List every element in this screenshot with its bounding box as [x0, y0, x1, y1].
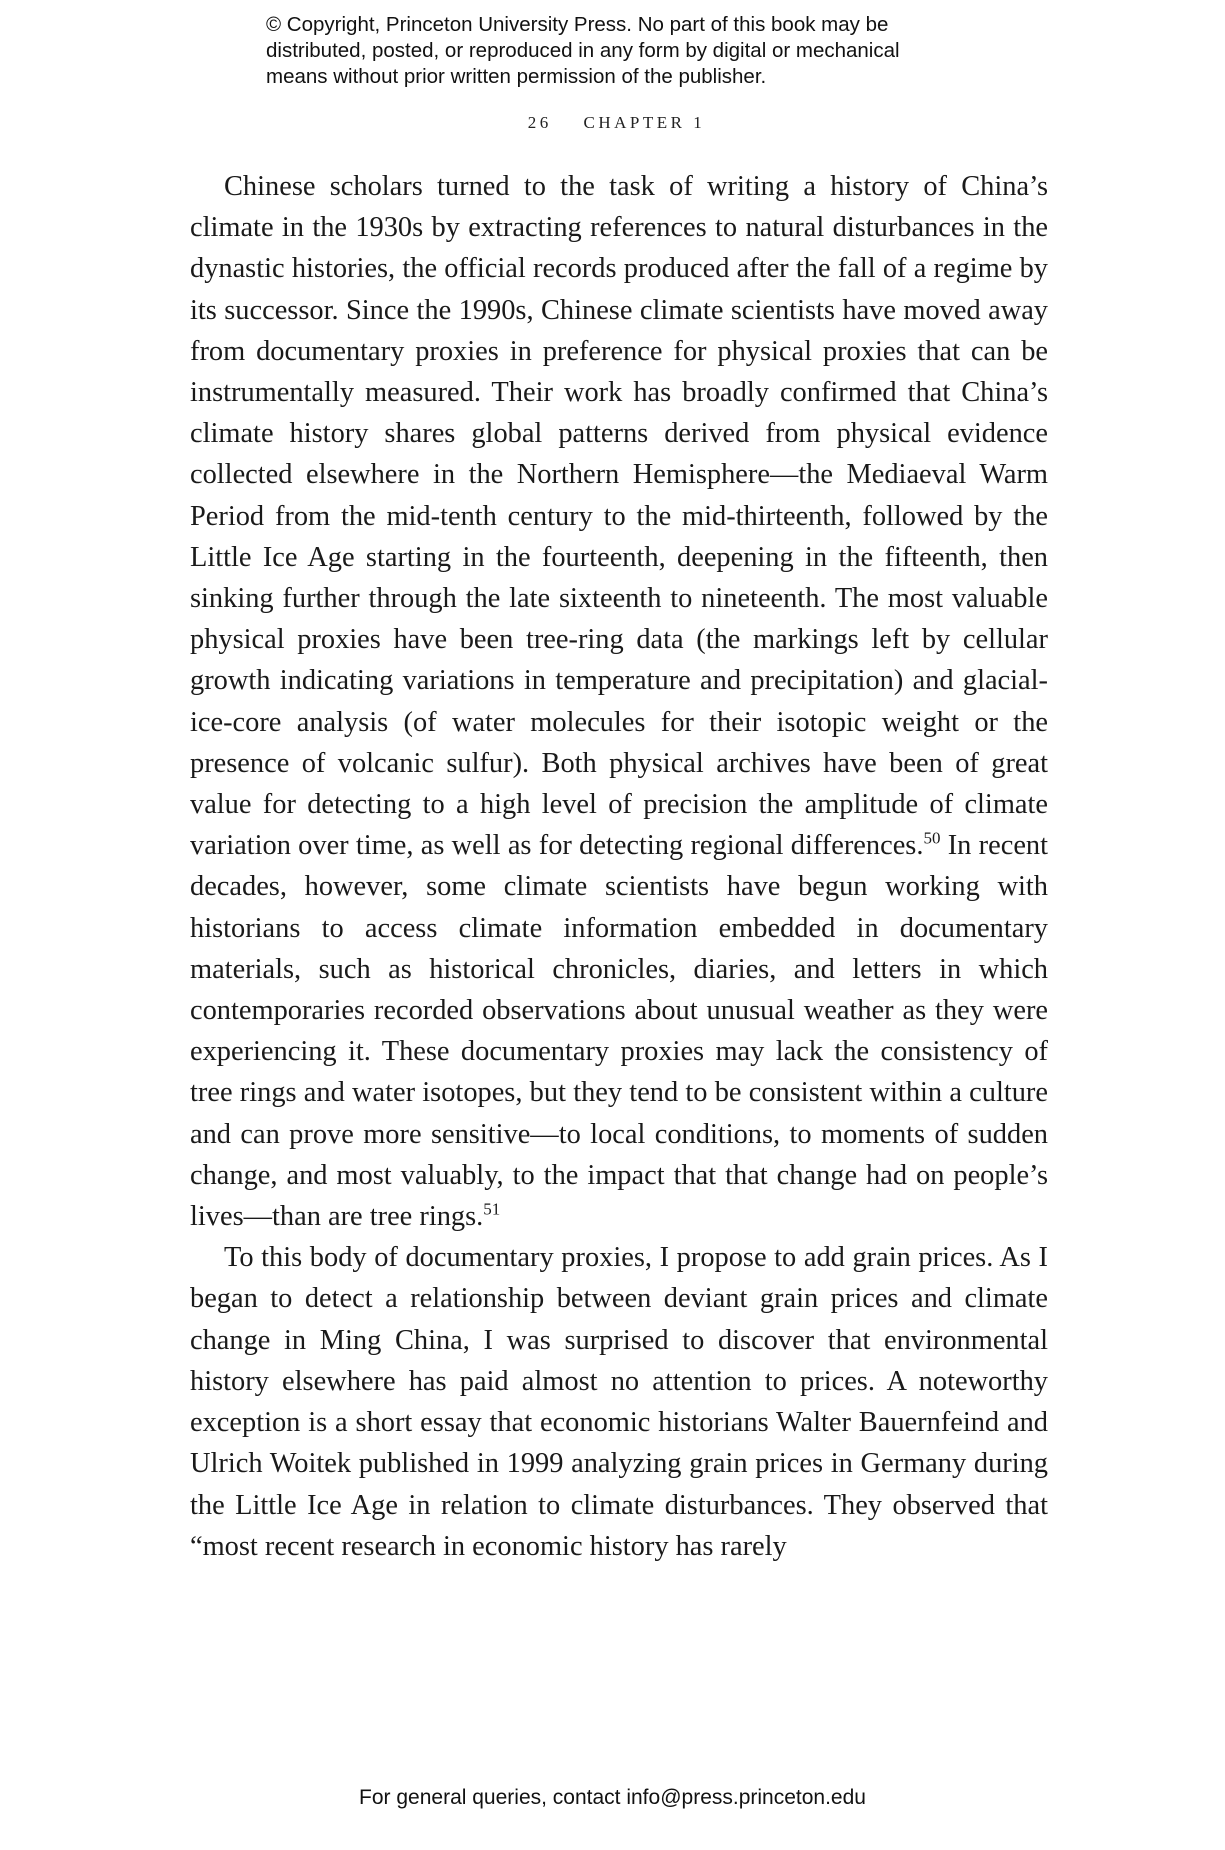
- copyright-notice: [266, 12, 986, 90]
- footnote-ref-50: 50: [923, 828, 941, 848]
- paragraph-1: [190, 166, 1048, 1237]
- copyright-line-3: means without prior written permission of the publisher.: [266, 65, 767, 88]
- paragraph-1-text-b: In recent decades, however, some climate scientists have begun working with historians to access climate information embedded in documentary materials, such as historical chronicles, diaries, and letters in which contemporaries recorded observations about unusual weather as they were experiencing it. These documentary proxies may lack the consistency of tree rings and water isotopes, but they tend to be consistent within a culture and can prove more sensitive—to local conditions, to moments of sudden change, and most valuably, to the impact that that change had on people’s lives—than are tree rings.: [190, 830, 1048, 1233]
- footnote-ref-51: 51: [483, 1199, 501, 1219]
- paragraph-1-text-a: Chinese scholars turned to the task of writing a history of China’s climate in the 1930s by extracting references to natural disturbances in the dynastic histories, the official records produced after the fall of a regime by its successor. Since the 1990s, Chinese climate scientists have moved away from documentary proxies in preference for physical proxies that can be instrumentally measured. Their work has broadly confirmed that China’s climate history shares global patterns derived from physical evidence collected elsewhere in the Northern Hemisphere—the Mediaeval Warm Period from the mid-tenth century to the mid-thirteenth, followed by the Little Ice Age starting in the fourteenth, deepening in the fifteenth, then sinking further through the late sixteenth to nineteenth. The most valuable physical proxies have been tree-ring data (the markings left by cellular growth indicating variations in temperature and precipitation) and glacial-ice-core analysis (of water molecules for their isotopic weight or the presence of volcanic sulfur). Both physical archives have been of great value for detecting to a high level of precision the amplitude of climate variation over time, as well as for detecting regional differences.: [190, 171, 1048, 862]
- page-number: 26: [527, 113, 552, 132]
- copyright-line-1: © Copyright, Princeton University Press. No part of this book may be: [266, 13, 889, 36]
- chapter-label: CHAPTER 1: [583, 113, 706, 132]
- paragraph-2: To this body of documentary proxies, I propose to add grain prices. As I began to detect a relationship between deviant grain prices and climate change in Ming China, I was surprised to discover that environmental history elsewhere has paid almost no attention to prices. A noteworthy exception is a short essay that economic historians Walter Bauernfeind and Ulrich Woitek published in 1999 analyzing grain prices in Germany during the Little Ice Age in relation to climate disturbances. They observed that “most recent research in economic history has rarely: [190, 1242, 1048, 1562]
- body-text: [190, 166, 1048, 1567]
- footer-contact: For general queries, contact info@press.princeton.edu: [359, 1786, 866, 1809]
- copyright-line-2: distributed, posted, or reproduced in any form by digital or mechanical: [266, 39, 900, 62]
- running-head: [0, 113, 1225, 133]
